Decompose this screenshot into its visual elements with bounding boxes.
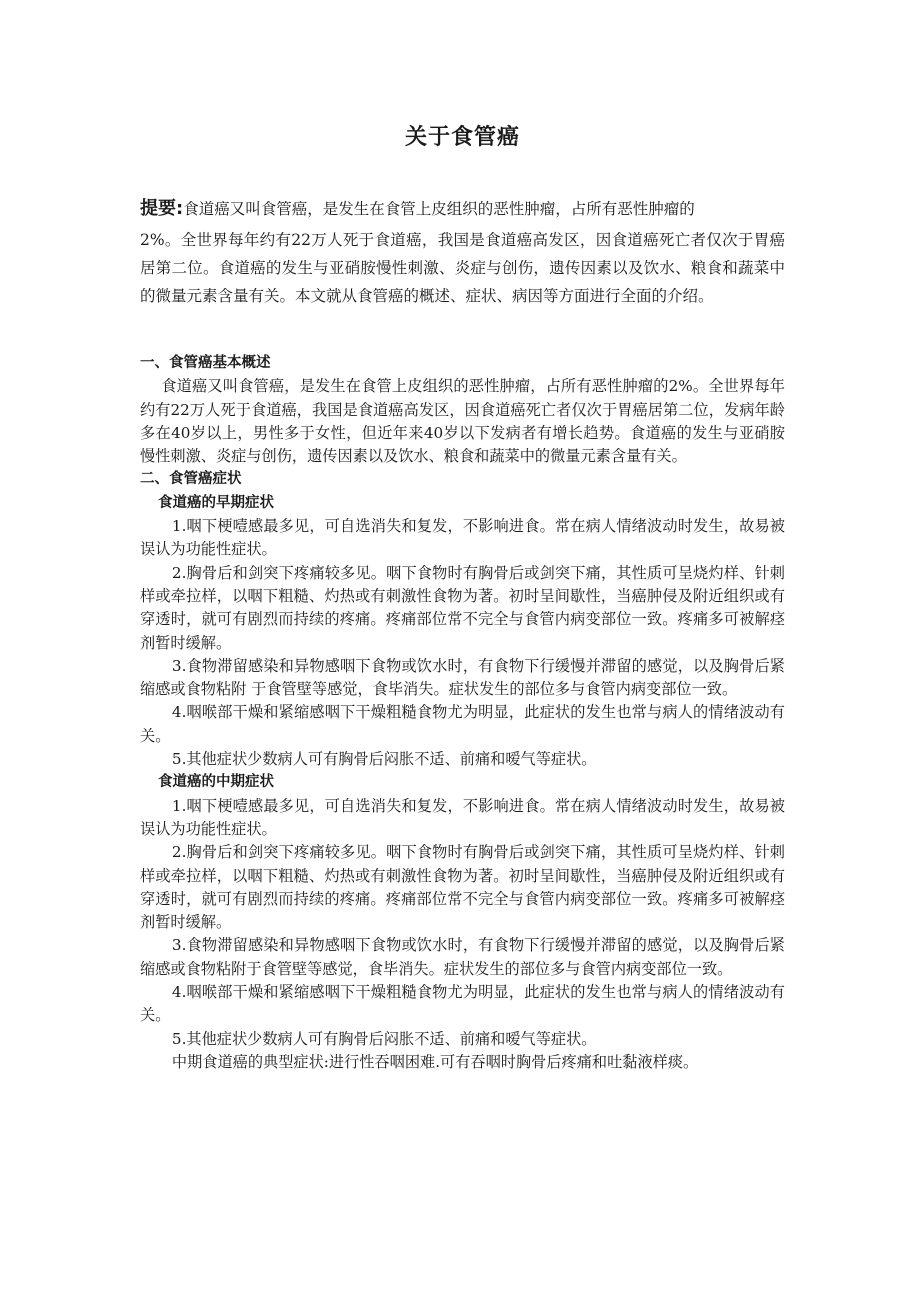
middle-typical-symptom: 中期食道癌的典型症状:进行性吞咽困难.可有吞咽时胸骨后疼痛和吐黏液样痰。 [171, 1052, 699, 1071]
middle-symptom-item: 3.食物滞留感染和异物感咽下食物或饮水时，有食物下行缓慢并滞留的感觉，以及胸骨后紧缩感或食物粘附于食管壁等感觉，食毕消失。症状发生的部位多与食管内病变部位一致。 [140, 936, 785, 978]
early-symptom-item: 3.食物滞留感染和异物感咽下食物或饮水时，有食物下行缓慢并滞留的感觉，以及胸骨后紧缩感或食物粘附 于食管壁等感觉，食毕消失。症状发生的部位多与食管内病变部位一致。 [140, 656, 785, 699]
middle-symptom-item: 2.胸骨后和剑突下疼痛较多见。咽下食物时有胸骨后或剑突下痛，其性质可呈烧灼样、针刺样或牵拉样，以咽下粗糙、灼热或有刺激性食物为著。初时呈间歇性，当癌肿侵及附近组织或有穿透时，就可有剧烈而持续的疼痛。疼痛部位常不完全与食管内病变部位一致。疼痛多可被解痉剂暂时缓解。 [140, 843, 785, 932]
abstract-first-line [140, 192, 785, 226]
abstract-label: 提要: [140, 198, 184, 219]
section-heading-symptoms: 二、食管癌症状 [140, 471, 242, 488]
section-heading-overview: 一、食管癌基本概述 [140, 355, 271, 371]
early-symptom-item: 1.咽下梗噎感最多见，可自选消失和复发，不影响进食。常在病人情绪波动时发生，故易被误认为功能性症状。 [140, 517, 785, 559]
middle-symptom-item: 1.咽下梗噎感最多见，可自选消失和复发，不影响进食。常在病人情绪波动时发生，故易被误认为功能性症状。 [140, 796, 785, 838]
document-title: 关于食管癌 [404, 125, 520, 150]
document-body [140, 352, 785, 1074]
early-symptom-item: 5.其他症状少数病人可有胸骨后闷胀不适、前痛和嗳气等症状。 [171, 750, 597, 769]
middle-symptom-item: 4.咽喉部干燥和紧缩感咽下干燥粗糙食物尤为明显，此症状的发生也常与病人的情绪波动有关。 [140, 983, 785, 1025]
abstract-first-line-text: 食道癌又叫食管癌，是发生在食管上皮组织的恶性肿瘤，占所有恶性肿瘤的 [183, 200, 695, 218]
abstract-rest-text: 2%。全世界每年约有22万人死于食道癌，我国是食道癌高发区，因食道癌死亡者仅次于胃癌居第二位。食道癌的发生与亚硝胺慢性刺激、炎症与创伤，遗传因素以及饮水、粮食和蔬菜中的微量元素含量有关。本文就从食管癌的概述、症状、病因等方面进行全面的介绍。 [140, 231, 785, 305]
overview-paragraph: 食道癌又叫食管癌，是发生在食管上皮组织的恶性肿瘤，占所有恶性肿瘤的2%。全世界每年约有22万人死于食道癌，我国是食道癌高发区，因食道癌死亡者仅次于胃癌居第二位，发病年龄多在40岁以上，男性多于女性，但近年来40岁以下发病者有增长趋势。食道癌的发生与亚硝胺慢性刺激、炎症与创伤，遗传因素以及饮水、粮食和蔬菜中的微量元素含量有关。 [140, 377, 785, 466]
early-symptom-item: 4.咽喉部干燥和紧缩感咽下干燥粗糙食物尤为明显，此症状的发生也常与病人的情绪波动有关。 [140, 703, 785, 745]
abstract-paragraph [140, 192, 785, 310]
early-symptom-item: 2.胸骨后和剑突下疼痛较多见。咽下食物时有胸骨后或剑突下痛，其性质可呈烧灼样、针刺样或牵拉样，以咽下粗糙、灼热或有刺激性食物为著。初时呈间歇性，当癌肿侵及附近组织或有穿透时，就可有剧烈而持续的疼痛。疼痛部位常不完全与食管内病变部位一致。疼痛多可被解痉剂暂时缓解。 [140, 563, 785, 652]
middle-symptom-item: 5.其他症状少数病人可有胸骨后闷胀不适、前痛和嗳气等症状。 [171, 1029, 597, 1048]
subheading-early-symptoms: 食道癌的早期症状 [158, 494, 274, 511]
subheading-middle-symptoms: 食道癌的中期症状 [158, 774, 274, 791]
